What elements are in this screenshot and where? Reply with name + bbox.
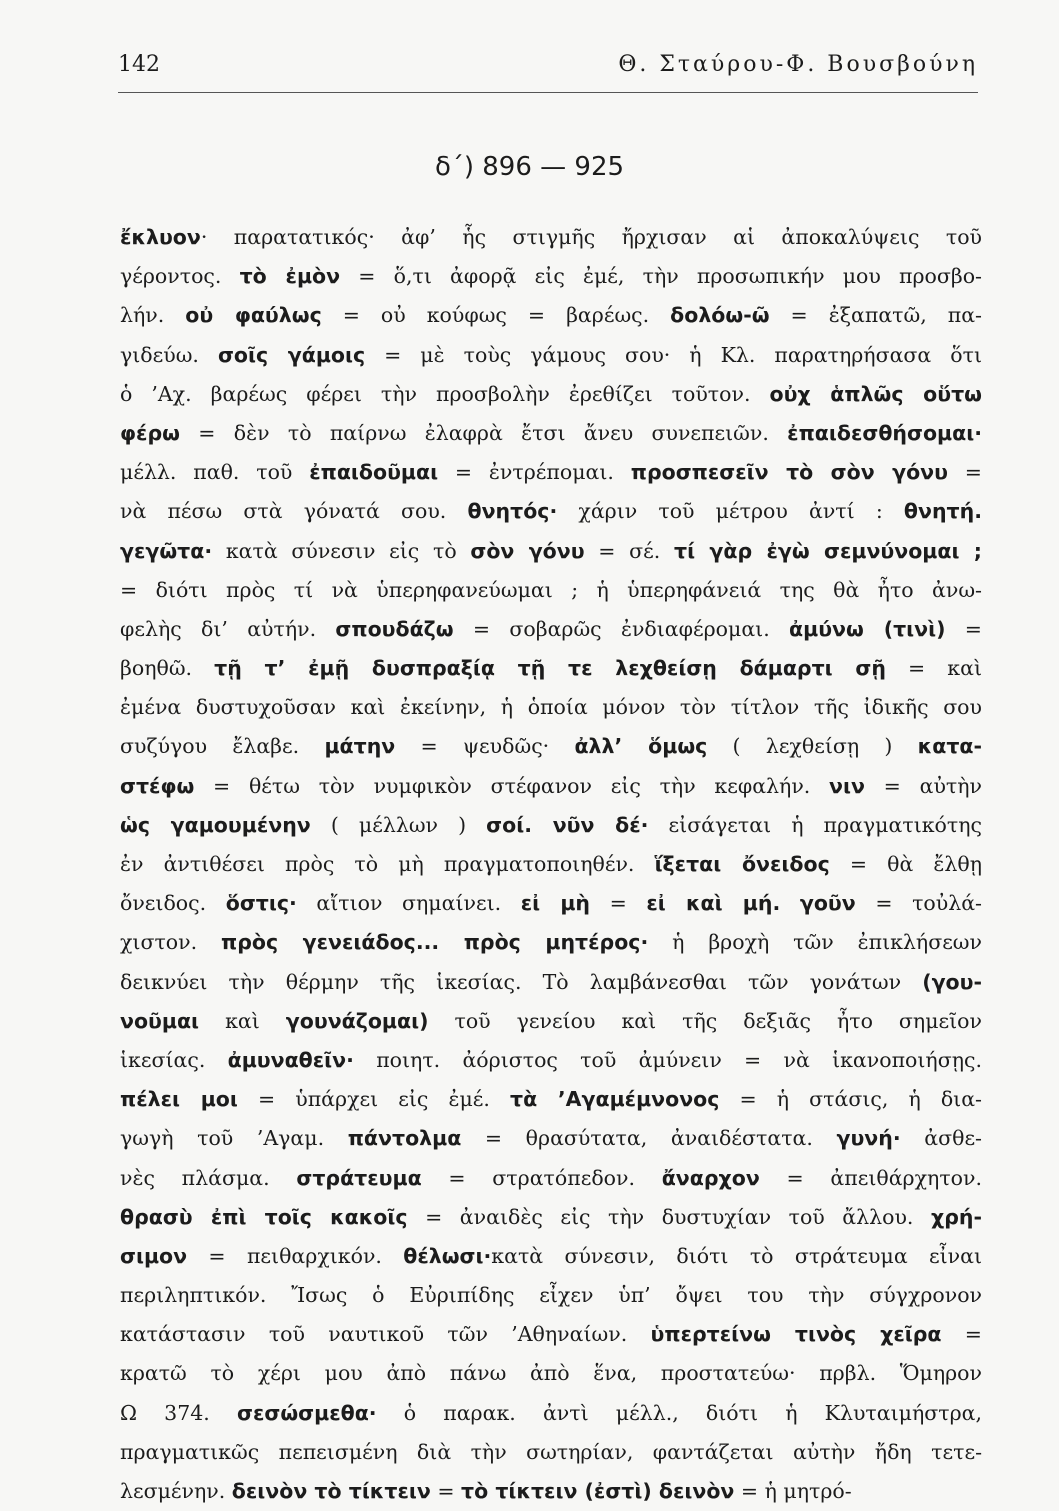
lemma-term: γουνάζομαι) xyxy=(285,1008,429,1033)
text-line xyxy=(120,806,982,845)
text-line xyxy=(120,218,982,257)
gloss-text: = ἐξαπατῶ, πα- xyxy=(769,303,982,328)
gloss-text: γιδεύω. xyxy=(120,342,218,367)
gloss-text: = σέ. xyxy=(584,538,675,563)
text-line xyxy=(120,884,982,923)
gloss-text: ὁ παρακ. ἀντὶ μέλλ., διότι ἡ Κλυταιμήστρα, xyxy=(376,1400,982,1425)
commentary-body xyxy=(120,218,982,1511)
gloss-text: πραγματικῶς πεπεισμένη διὰ τὴν σωτηρίαν, φαντάζεται αὐτὴν ἤδη τετε- xyxy=(120,1439,982,1464)
lemma-term: ἐπαιδοῦμαι xyxy=(309,460,439,485)
gloss-text: = ἡ μητρό- xyxy=(734,1479,852,1503)
header-rule xyxy=(118,92,978,93)
text-line xyxy=(120,1315,982,1354)
gloss-text: ὁ ’Αχ. βαρέως φέρει τὴν προσβολὴν ἐρεθίζει τοῦτον. xyxy=(120,381,770,406)
lemma-term: οὐχ ἁπλῶς οὕτω xyxy=(769,381,982,406)
lemma-term: θρασὺ ἐπὶ τοῖς κακοῖς xyxy=(120,1204,408,1229)
lemma-term: γυνή· xyxy=(836,1126,901,1151)
gloss-text: νὰ πέσω στὰ γόνατά σου. xyxy=(120,499,468,524)
text-line xyxy=(120,1276,982,1315)
lemma-term: μάτην xyxy=(324,734,396,759)
lemma-term: θέλωσι· xyxy=(403,1243,492,1268)
gloss-text: = ἐντρέπομαι. xyxy=(438,460,631,485)
text-line xyxy=(120,1237,982,1276)
gloss-text: = τοὐλά- xyxy=(855,891,982,916)
text-line xyxy=(120,1394,982,1433)
text-line xyxy=(120,727,982,766)
text-line xyxy=(120,532,982,571)
lemma-term: στέφω xyxy=(120,773,195,798)
gloss-text: ποιητ. ἀόριστος τοῦ ἀμύνειν = νὰ ἱκανοποιήσῃς. xyxy=(353,1047,982,1072)
gloss-text: = διότι πρὸς τί νὰ ὑπερηφανεύωμαι ; ἡ ὑπερηφάνειά της θὰ ἦτο ἀνω- xyxy=(120,577,982,602)
gloss-text: = ἡ στάσις, ἡ δια- xyxy=(719,1087,982,1112)
text-line xyxy=(120,453,982,492)
text-line xyxy=(120,1159,982,1198)
gloss-text: αἴτιον σημαίνει. xyxy=(296,891,521,916)
gloss-text: = αὐτὴν xyxy=(864,773,982,798)
text-line xyxy=(120,1472,982,1511)
gloss-text: = ὅ,τι ἀφορᾷ εἰς ἐμέ, τὴν προσωπικήν μου προσβο- xyxy=(340,264,982,289)
gloss-text: = ἀπειθάρχητον. xyxy=(759,1165,982,1190)
gloss-text: = xyxy=(941,1322,982,1347)
gloss-text: ἡ βροχὴ τῶν ἐπικλήσεων xyxy=(648,930,982,955)
text-line xyxy=(120,571,982,610)
lemma-term: δολόω-ῶ xyxy=(670,303,770,328)
lemma-term: (γου- xyxy=(922,969,982,994)
text-line xyxy=(120,492,982,531)
gloss-text: = ψευδῶς· xyxy=(395,734,575,759)
gloss-text: κατάστασιν τοῦ ναυτικοῦ τῶν ’Αθηναίων. xyxy=(120,1322,651,1347)
lemma-term: φέρω xyxy=(120,420,180,445)
lemma-term: χρή- xyxy=(931,1204,982,1229)
page-number: 142 xyxy=(118,52,160,77)
lemma-term: ἔκλυον xyxy=(120,225,201,249)
lemma-term: προσπεσεῖν τὸ σὸν γόνυ xyxy=(630,460,948,485)
lemma-term: τὸ τίκτειν (ἐστὶ) δεινὸν xyxy=(461,1479,735,1503)
gloss-text: καὶ xyxy=(199,1008,286,1033)
gloss-text: Ω 374. xyxy=(120,1400,237,1425)
gloss-text: ( μέλλων ) xyxy=(310,812,487,837)
text-line xyxy=(120,649,982,688)
gloss-text: λήν. xyxy=(120,303,186,328)
text-line xyxy=(120,963,982,1002)
gloss-text: κρατῶ τὸ χέρι μου ἀπὸ πάνω ἀπὸ ἕνα, προστατεύω· πρβλ. Ὅμηρον xyxy=(120,1361,982,1386)
text-line xyxy=(120,257,982,296)
lemma-term: ὑπερτείνω τινὸς χεῖρα xyxy=(650,1322,942,1347)
lemma-term: γεγῶτα· xyxy=(120,538,213,563)
gloss-text: = θὰ ἔλθῃ xyxy=(829,852,983,876)
gloss-text: κατὰ σύνεσιν, διότι τὸ στράτευμα εἶναι xyxy=(491,1243,983,1268)
lemma-term: κατα- xyxy=(917,734,982,759)
text-line xyxy=(120,1119,982,1158)
lemma-term: σὸν γόνυ xyxy=(470,538,585,563)
gloss-text: · παρατατικός· ἀφ’ ἧς στιγμῆς ἤρχισαν αἱ ἀποκαλύψεις τοῦ xyxy=(200,225,982,249)
gloss-text: νὲς πλάσμα. xyxy=(120,1165,297,1190)
gloss-text: ὄνειδος. xyxy=(120,891,226,916)
lemma-term: ὡς γαμουμένην xyxy=(120,812,311,837)
gloss-text: = στρατόπεδον. xyxy=(421,1165,662,1190)
lemma-term: εἰ καὶ μή. xyxy=(646,891,781,916)
gloss-text: ἀσθε- xyxy=(900,1126,982,1151)
lemma-term: πρὸς γενειάδος... πρὸς μητέρος· xyxy=(221,930,649,955)
text-line xyxy=(120,923,982,962)
lemma-term: πάντολμα xyxy=(347,1126,462,1151)
text-line xyxy=(120,1354,982,1393)
lemma-term: γοῦν xyxy=(799,891,856,916)
lemma-term: σοῖς γάμοις xyxy=(217,342,366,367)
text-line xyxy=(120,375,982,414)
gloss-text: χιστον. xyxy=(120,930,222,955)
gloss-text: ἐν ἀντιθέσει πρὸς τὸ μὴ πραγματοποιηθέν. xyxy=(120,852,655,876)
gloss-text: δεικνύει τὴν θέρμην τῆς ἱκεσίας. Τὸ λαμβάνεσθαι τῶν γονάτων xyxy=(120,969,923,994)
gloss-text: = θρασύτατα, ἀναιδέστατα. xyxy=(461,1126,837,1151)
text-line xyxy=(120,1198,982,1237)
gloss-text: = xyxy=(947,460,982,485)
lemma-term: πέλει μοι xyxy=(120,1087,238,1112)
gloss-text: = οὐ κούφως = βαρέως. xyxy=(321,303,671,328)
lemma-term: στράτευμα xyxy=(296,1165,422,1190)
gloss-text: = θέτω τὸν νυμφικὸν στέφανον εἰς τὴν κεφαλήν. xyxy=(194,773,830,798)
lemma-term: σοί. νῦν δέ· xyxy=(486,812,649,837)
lemma-term: ἀλλ’ ὅμως xyxy=(574,734,708,759)
gloss-text: λεσμένην. xyxy=(120,1479,232,1503)
gloss-text: ἱκεσίας. xyxy=(120,1047,228,1072)
text-line xyxy=(120,414,982,453)
gloss-text: = καὶ xyxy=(885,656,982,681)
lemma-term: τὸ ἐμὸν xyxy=(239,264,341,289)
lemma-term: ἀμυναθεῖν· xyxy=(227,1047,354,1072)
gloss-text: τοῦ γενείου καὶ τῆς δεξιᾶς ἦτο σημεῖον xyxy=(428,1008,982,1033)
lemma-term: νιν xyxy=(829,773,865,798)
text-line xyxy=(120,336,982,375)
text-line xyxy=(120,1002,982,1041)
lemma-term: εἰ μὴ xyxy=(520,891,591,916)
lemma-term: σπουδάζω xyxy=(335,616,454,641)
gloss-text: = σοβαρῶς ἐνδιαφέρομαι. xyxy=(453,616,790,641)
gloss-text: = δὲν τὸ παίρνω ἐλαφρὰ ἔτσι ἄνευ συνεπειῶν. xyxy=(179,420,788,445)
text-line xyxy=(120,1433,982,1472)
gloss-text: εἰσάγεται ἡ πραγματικότης xyxy=(648,812,982,837)
lemma-term: τὰ ’Αγαμέμνονος xyxy=(510,1087,720,1112)
text-line xyxy=(120,1080,982,1119)
gloss-text: = ὑπάρχει εἰς ἐμέ. xyxy=(237,1087,511,1112)
text-line xyxy=(120,610,982,649)
lemma-term: οὐ φαύλως xyxy=(185,303,322,328)
text-line xyxy=(120,845,982,884)
section-title: δ΄) 896 — 925 xyxy=(434,152,625,182)
gloss-text: φελὴς δι’ αὐτήν. xyxy=(120,616,336,641)
gloss-text: = πειθαρχικόν. xyxy=(187,1243,404,1268)
gloss-text xyxy=(780,891,800,915)
gloss-text: ἐμένα δυστυχοῦσαν καὶ ἐκείνην, ἡ ὁποία μόνον τὸν τίτλον τῆς ἰδικῆς σου xyxy=(120,695,982,720)
gloss-text: γέροντος. xyxy=(120,264,240,289)
gloss-text: χάριν τοῦ μέτρου ἀντί : xyxy=(557,499,904,524)
running-head: Θ. Σταύρου-Φ. Βουσβούνη xyxy=(618,52,978,77)
gloss-text: = xyxy=(590,891,647,916)
text-line xyxy=(120,1041,982,1080)
lemma-term: ἵξεται ὄνειδος xyxy=(654,852,830,876)
lemma-term: σιμον xyxy=(120,1243,188,1268)
gloss-text: περιληπτικόν. Ἴσως ὁ Εὐριπίδης εἶχεν ὑπ’ ὄψει του τὴν σύγχρονον xyxy=(120,1283,982,1308)
text-line xyxy=(120,767,982,806)
lemma-term: τί γὰρ ἐγὼ σεμνύνομαι ; xyxy=(674,538,982,563)
text-line xyxy=(120,296,982,335)
lemma-term: τῇ τ’ ἐμῇ δυσπραξίᾳ τῇ τε λεχθείσῃ δάμαρτι σῇ xyxy=(214,656,886,681)
lemma-term: ὅστις· xyxy=(225,891,297,916)
gloss-text: = xyxy=(945,616,982,641)
lemma-term: σεσώσμεθα· xyxy=(236,1400,377,1425)
gloss-text: = μὲ τοὺς γάμους σου· ἡ Κλ. παρατηρήσασα ὅτι xyxy=(365,342,982,367)
gloss-text: ( λεχθείσῃ ) xyxy=(707,734,918,759)
gloss-text: = ἀναιδὲς εἰς τὴν δυστυχίαν τοῦ ἄλλου. xyxy=(407,1204,931,1229)
page-header xyxy=(118,52,978,88)
lemma-term: νοῦμαι xyxy=(120,1008,200,1033)
gloss-text: συζύγου ἔλαβε. xyxy=(120,734,325,759)
lemma-term: ἀμύνω (τινὶ) xyxy=(789,616,946,641)
gloss-text: κατὰ σύνεσιν εἰς τὸ xyxy=(212,538,471,563)
gloss-text: = xyxy=(430,1479,462,1503)
text-line xyxy=(120,688,982,727)
lemma-term: δεινὸν τὸ τίκτειν xyxy=(231,1479,431,1503)
lemma-term: ἄναρχον xyxy=(661,1165,760,1190)
lemma-term: θνητή. xyxy=(903,499,982,524)
gloss-text: γωγὴ τοῦ ’Αγαμ. xyxy=(120,1126,348,1151)
lemma-term: θνητός· xyxy=(467,499,558,524)
gloss-text: μέλλ. παθ. τοῦ xyxy=(120,460,310,485)
lemma-term: ἐπαιδεσθήσομαι· xyxy=(787,420,982,445)
gloss-text: βοηθῶ. xyxy=(120,656,215,681)
